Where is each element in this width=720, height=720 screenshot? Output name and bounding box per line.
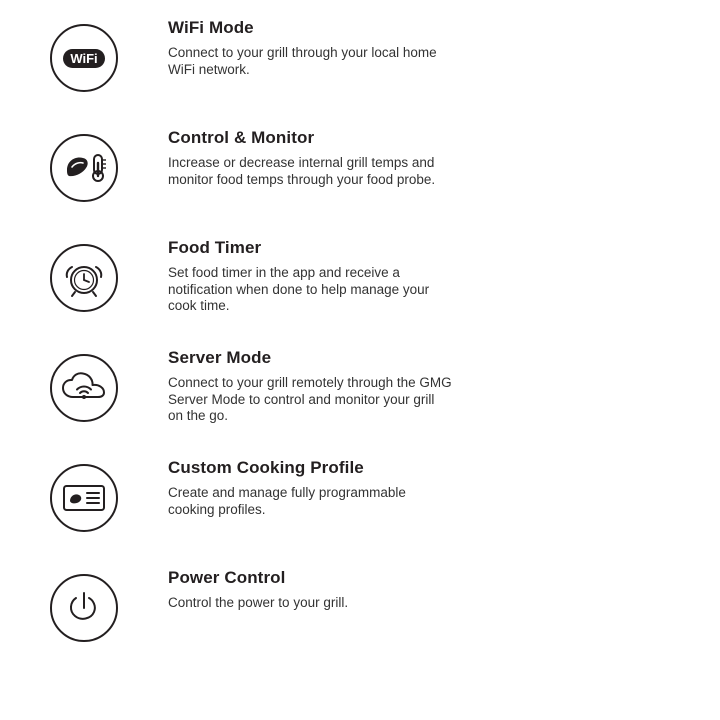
feature-description: Create and manage fully programmable cooking profiles. [168, 485, 406, 517]
wifi-icon [50, 24, 118, 92]
icon-cell [0, 458, 168, 532]
icon-cell [0, 568, 168, 642]
text-cell [168, 458, 720, 518]
icon-cell [0, 128, 168, 202]
list-item [0, 18, 720, 128]
text-cell [168, 128, 720, 188]
list-item [0, 568, 720, 678]
feature-description: Set food timer in the app and receive a notification when done to help manage your cook time. [168, 265, 430, 313]
list-item [0, 348, 720, 458]
feature-title: Power Control [168, 568, 286, 587]
feature-description: Connect to your grill through your local home WiFi network. [168, 45, 437, 77]
cooking-profile-card-icon [50, 464, 118, 532]
list-item [0, 458, 720, 568]
power-button-icon [50, 574, 118, 642]
thermometer-meat-icon [50, 134, 118, 202]
text-cell [168, 18, 720, 78]
feature-title: Control & Monitor [168, 128, 315, 147]
icon-cell [0, 18, 168, 92]
feature-title: Food Timer [168, 238, 262, 257]
feature-title: WiFi Mode [168, 18, 254, 37]
text-cell [168, 348, 720, 425]
alarm-clock-icon [50, 244, 118, 312]
list-item [0, 238, 720, 348]
feature-description: Connect to your grill remotely through the GMG Server Mode to control and monitor your grill on the go. [168, 375, 452, 423]
text-cell [168, 568, 720, 612]
svg-text:WiFi: WiFi [70, 51, 98, 66]
icon-cell [0, 238, 168, 312]
cloud-wifi-icon [50, 354, 118, 422]
icon-cell [0, 348, 168, 422]
list-item [0, 128, 720, 238]
text-cell [168, 238, 720, 315]
feature-description: Increase or decrease internal grill temps and monitor food temps through your food probe. [168, 155, 436, 187]
feature-title: Server Mode [168, 348, 272, 367]
feature-title: Custom Cooking Profile [168, 458, 364, 477]
feature-description: Control the power to your grill. [168, 595, 349, 610]
